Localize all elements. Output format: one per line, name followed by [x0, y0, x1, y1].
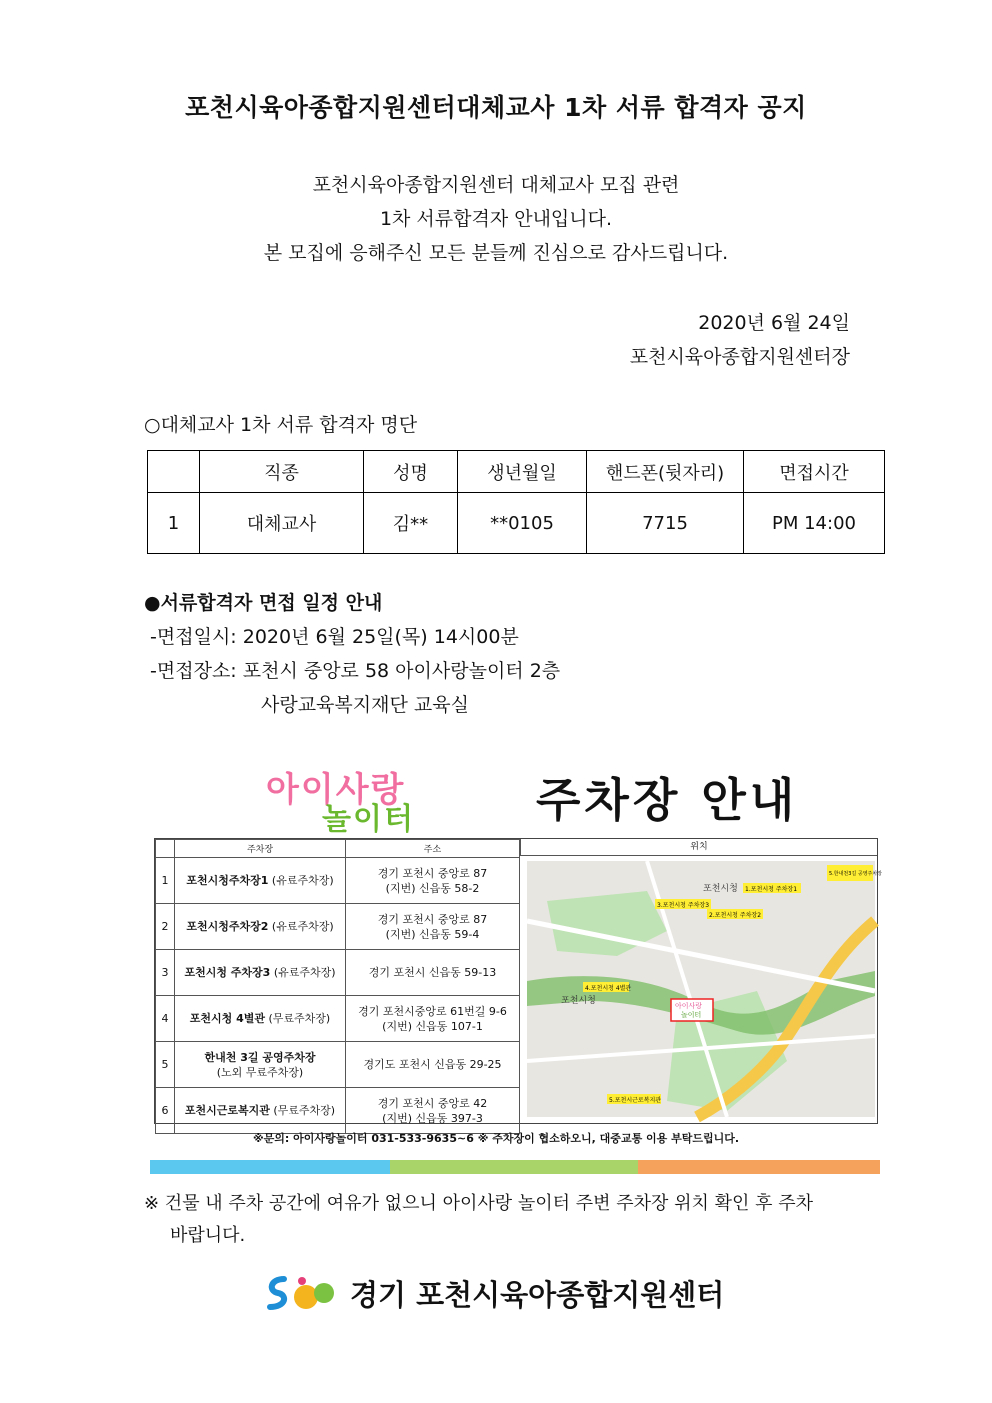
- parking-no: 6: [156, 1088, 175, 1134]
- note-line-2: 바랍니다.: [170, 1225, 246, 1246]
- parking-addr-cell: [346, 996, 520, 1042]
- center-logo-icon: [262, 1271, 342, 1315]
- cell-job: 대체교사: [200, 493, 364, 554]
- parking-addr-cell: [346, 950, 520, 996]
- parking-title: 주차장 안내: [536, 773, 799, 827]
- parking-addr2: (지번) 신읍동 397-3: [382, 1111, 483, 1125]
- parking-name: 포천시청 4별관: [189, 1012, 266, 1025]
- schedule-place-2: 사랑교육복지재단 교육실: [261, 694, 469, 716]
- map-label-p6: 5.포천시근로복지관: [609, 1097, 662, 1104]
- location-map: [527, 861, 883, 1117]
- map-center-label1: 아이사랑: [675, 1002, 703, 1010]
- col-header-job: 직종: [200, 451, 364, 493]
- schedule-heading: ●서류합격자 면접 일정 안내: [144, 592, 383, 614]
- parking-name-cell: [175, 904, 346, 950]
- footer-logo-text: 경기 포천시육아종합지원센터: [350, 1277, 725, 1312]
- parking-addr-cell: [346, 904, 520, 950]
- parking-fee: (무료주차장): [268, 1012, 331, 1025]
- parking-addr1: 경기 포천시중앙로 61번길 9-6: [358, 1004, 507, 1018]
- col-header-phone: 핸드폰(뒷자리): [587, 451, 744, 493]
- col-header-time: 면접시간: [744, 451, 885, 493]
- date-signature-block: [630, 306, 850, 374]
- intro-text: [0, 168, 992, 270]
- center-logo-line1: 아이사랑: [266, 770, 406, 810]
- color-bar-green: [390, 1160, 638, 1174]
- map-graphic: [527, 861, 883, 1117]
- result-table: [147, 450, 885, 554]
- center-logo-line2: 놀이터: [322, 802, 415, 837]
- col-header-birth: 생년월일: [458, 451, 587, 493]
- parking-addr1: 경기도 포천시 신읍동 29-25: [363, 1058, 502, 1071]
- map-label-p5: 5.한내천3길 공영주차장: [829, 871, 883, 877]
- parking-name: 포천시근로복지관: [184, 1104, 270, 1117]
- table-row: [156, 1042, 520, 1088]
- schedule-date: -면접일시: 2020년 6월 25일(목) 14시00분: [144, 626, 519, 648]
- intro-line-3: 본 모집에 응해주신 모든 분들께 진심으로 감사드립니다.: [263, 242, 729, 264]
- parking-addr-cell: [346, 1088, 520, 1134]
- map-label-p1: 1.포천시청 주차장1: [745, 886, 798, 893]
- intro-line-2: 1차 서류합격자 안내입니다.: [379, 208, 613, 230]
- parking-addr-cell: [346, 1042, 520, 1088]
- map-label-p2: 2.포천시청 주차장2: [709, 912, 762, 919]
- map-header: 위치: [520, 839, 877, 856]
- parking-name: 한내천 3길 공영주차장: [204, 1050, 316, 1064]
- schedule-place: -면접장소: 포천시 중앙로 58 아이사랑놀이터 2층: [144, 660, 561, 682]
- parking-addr1: 경기 포천시 중앙로 42: [377, 1096, 488, 1110]
- parking-addr1: 경기 포천시 중앙로 87: [377, 866, 488, 880]
- parking-name: 포천시청주차장2: [186, 920, 269, 933]
- parking-name: 포천시청주차장1: [186, 874, 269, 887]
- color-bar-blue: [150, 1160, 390, 1174]
- parking-no: 1: [156, 858, 175, 904]
- parking-header-row: [156, 840, 520, 858]
- color-bar-orange: [638, 1160, 880, 1174]
- col-header-name: 성명: [364, 451, 458, 493]
- parking-addr2: (지번) 신읍동 58-2: [385, 881, 480, 895]
- interview-schedule: [144, 586, 560, 722]
- map-center-label2: 놀이터: [681, 1011, 702, 1019]
- table-row: [156, 996, 520, 1042]
- table-row: [156, 904, 520, 950]
- table-row: [156, 858, 520, 904]
- parking-fee: (유료주차장): [271, 920, 334, 933]
- table-row: [148, 493, 885, 554]
- parking-addr-cell: [346, 858, 520, 904]
- map-label-p3: 3.포천시청 주차장3: [657, 902, 710, 909]
- parking-col-addr: 주소: [346, 840, 520, 858]
- parking-no: 2: [156, 904, 175, 950]
- parking-name-cell: [175, 1042, 346, 1088]
- notice-date: 2020년 6월 24일: [698, 312, 850, 334]
- parking-name-cell: [175, 858, 346, 904]
- parking-banner: [262, 760, 822, 837]
- cell-name: 김**: [364, 493, 458, 554]
- parking-col-name: 주차장: [175, 840, 346, 858]
- parking-fee: (노외 무료주차장): [216, 1065, 304, 1079]
- intro-line-1: 포천시육아종합지원센터 대체교사 모집 관련: [312, 174, 680, 196]
- parking-fee: (유료주차장): [273, 966, 336, 979]
- parking-list: [155, 839, 520, 1134]
- table-row: [156, 1088, 520, 1134]
- parking-contact: ※문의: 아이사랑놀이터 031-533-9635~6 ※ 주차장이 협소하오니, 대중교통 이용 부탁드립니다.: [252, 1132, 740, 1145]
- parking-note: [144, 1188, 864, 1252]
- parking-col-no: [156, 840, 175, 858]
- cell-time: PM 14:00: [744, 493, 885, 554]
- parking-fee: (유료주차장): [271, 874, 334, 887]
- parking-name-cell: [175, 996, 346, 1042]
- parking-name-cell: [175, 950, 346, 996]
- map-label-cityhall: 포천시청: [703, 884, 738, 894]
- col-header-no: [148, 451, 200, 493]
- parking-name: 포천시청 주차장3: [184, 966, 271, 979]
- page-title: 포천시육아종합지원센터대체교사 1차 서류 합격자 공지: [185, 93, 807, 122]
- parking-no: 3: [156, 950, 175, 996]
- cell-birth: **0105: [458, 493, 587, 554]
- cell-no: 1: [148, 493, 200, 554]
- parking-fee: (무료주차장): [273, 1104, 336, 1117]
- table-row: [156, 950, 520, 996]
- parking-addr2: (지번) 신읍동 107-1: [382, 1019, 483, 1033]
- parking-no: 5: [156, 1042, 175, 1088]
- list-heading: ○대체교사 1차 서류 합격자 명단: [144, 414, 418, 436]
- footer-logo: [262, 1270, 724, 1316]
- parking-no: 4: [156, 996, 175, 1042]
- signer-name: 포천시육아종합지원센터장: [629, 346, 850, 368]
- map-label-cityhall2: 포천시청: [561, 996, 596, 1006]
- note-line-1: ※ 건물 내 주차 공간에 여유가 없으니 아이사랑 놀이터 주변 주차장 위치 확인 후 주차: [144, 1193, 813, 1214]
- parking-addr1: 경기 포천시 신읍동 59-13: [368, 966, 497, 979]
- parking-addr1: 경기 포천시 중앙로 87: [377, 912, 488, 926]
- parking-table: [154, 838, 883, 1125]
- map-label-p4: 4.포천시청 4별관: [585, 985, 632, 992]
- parking-name-cell: [175, 1088, 346, 1134]
- cell-phone: 7715: [587, 493, 744, 554]
- parking-addr2: (지번) 신읍동 59-4: [385, 927, 480, 941]
- table-header-row: [148, 451, 885, 493]
